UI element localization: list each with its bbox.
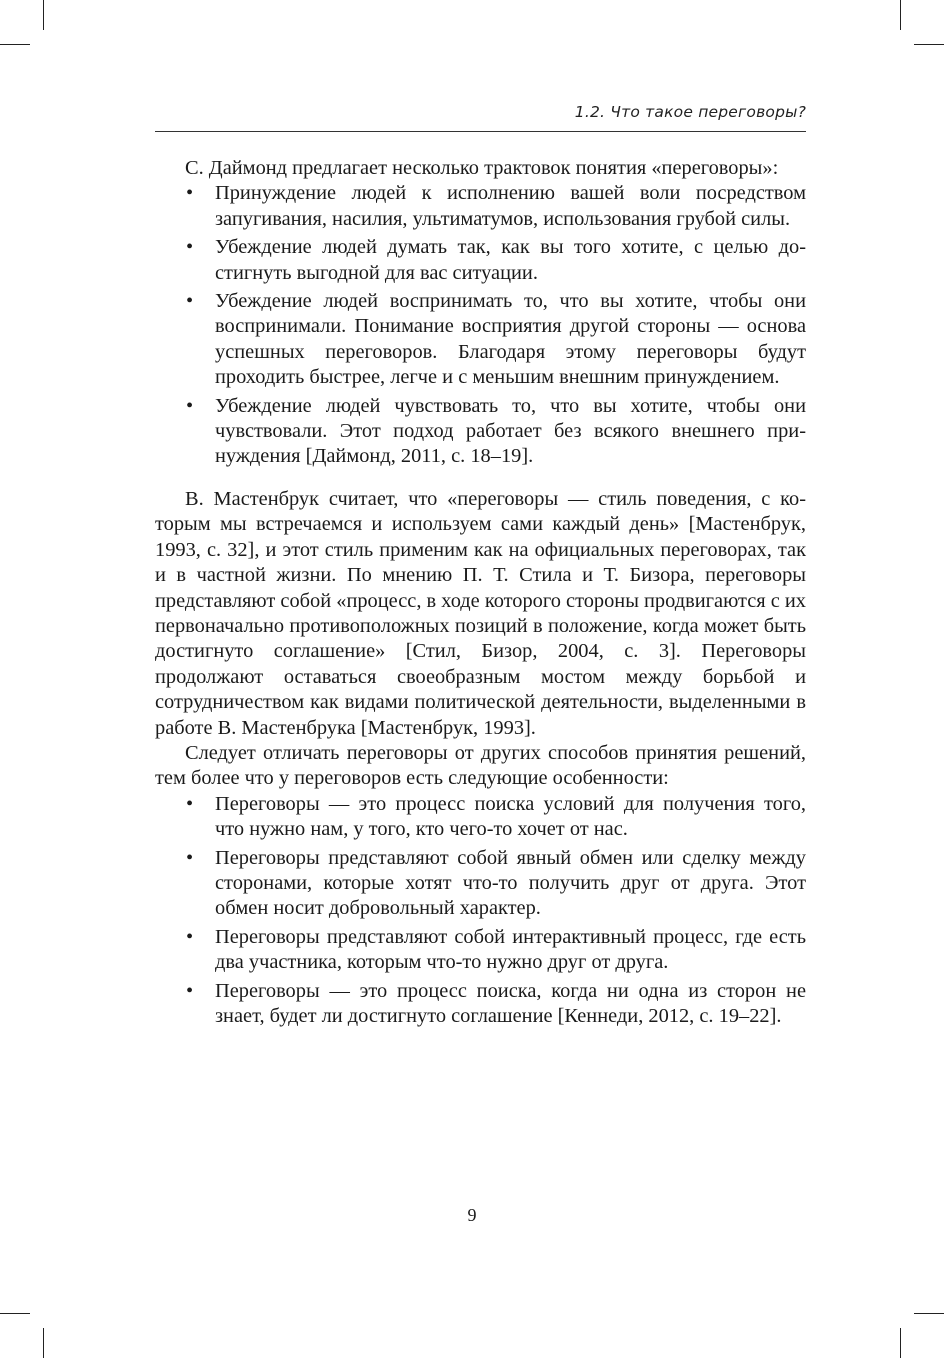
distinguish-paragraph: Следует отличать переговоры от других способов принятия решений, тем более что у переговоров есть следующие особенности: xyxy=(155,741,806,790)
list-item xyxy=(155,394,806,470)
crop-mark-top-left-h xyxy=(0,44,30,45)
crop-mark-top-right-h xyxy=(914,44,944,45)
bullet-icon: • xyxy=(186,792,194,815)
running-header: 1.2. Что такое переговоры? xyxy=(574,103,806,121)
mastenbruk-paragraph: В. Мастенбрук считает, что «переговоры — стиль поведения, с которым мы встречаемся и используем сами каждый день» [Мастенбрук, 1993, с. 32], и этот стиль применим как на официальных переговорах, так и в частной жизни. По мнению П. Т. Стила и Т. Бизора, переговоры представляют собой «процесс, в ходе которого стороны продвигаются с их первоначально противоположных позиций в положение, когда может быть достигнуто соглашение» [Стил, Бизор, 2004, с. 3]. Переговоры продолжают оставаться своеобразным мостом между борьбой и сотрудничеством как видами политической деятельности, выделенными в работе В. Мастенбрука [Мастенбрук, 1993]. xyxy=(155,487,806,739)
list-item xyxy=(155,846,806,922)
diamond-definitions-list xyxy=(155,181,806,469)
bullet-icon: • xyxy=(186,290,194,313)
list-item-text: Переговоры представляют собой интерактивный процесс, где есть два участника, которым что-то нужно друг от друга. xyxy=(215,925,806,974)
list-item xyxy=(155,979,806,1030)
list-item xyxy=(155,289,806,391)
list-item xyxy=(155,181,806,232)
crop-mark-bottom-left-v xyxy=(43,1328,44,1358)
intro-paragraph: С. Даймонд предлагает несколько трактовок понятия «переговоры»: xyxy=(185,157,779,179)
bullet-icon: • xyxy=(186,979,194,1002)
crop-mark-bottom-left-h xyxy=(0,1313,30,1314)
crop-mark-top-left-v xyxy=(43,0,44,30)
list-item-text: Убеждение людей думать так, как вы того хотите, с целью достигнуть выгодной для вас ситуации. xyxy=(215,236,806,284)
page-number: 9 xyxy=(467,1205,477,1225)
list-item xyxy=(155,925,806,976)
list-item-text: Убеждение людей чувствовать то, что вы хотите, чтобы они чувствовали. Этот подход работает без всякого внешнего принуждения [Даймонд, 2011, с. 18–19]. xyxy=(215,394,806,468)
list-item xyxy=(155,235,806,286)
crop-mark-bottom-right-h xyxy=(914,1313,944,1314)
bullet-icon: • xyxy=(186,236,194,259)
bullet-icon: • xyxy=(186,394,194,417)
list-item xyxy=(155,792,806,843)
header-rule xyxy=(155,131,806,132)
negotiation-features-list xyxy=(155,792,806,1030)
list-item-text: Принуждение людей к исполнению вашей воли посредством запугивания, насилия, ультиматумов, использования грубой силы. xyxy=(215,182,806,230)
bullet-icon: • xyxy=(186,846,194,869)
list-item-text: Переговоры — это процесс поиска, когда ни одна из сторон не знает, будет ли достигнуто соглашение [Кеннеди, 2012, с. 19–22]. xyxy=(215,979,806,1027)
list-item-text: Переговоры представляют собой явный обмен или сделку между сторонами, которые хотят что-то получить друг от друга. Этот обмен носит добровольный характер. xyxy=(215,846,806,920)
list-item-text: Убеждение людей воспринимать то, что вы хотите, чтобы они воспринимали. Понимание восприятия другой стороны — основа успешных переговоров. Благодаря этому переговоры будут проходить быстрее, легче и с меньшим внешним принуждением. xyxy=(215,290,806,389)
crop-mark-bottom-right-v xyxy=(900,1328,901,1358)
page-body xyxy=(155,156,806,1032)
bullet-icon: • xyxy=(186,925,194,948)
crop-mark-top-right-v xyxy=(900,0,901,30)
list-item-text: Переговоры — это процесс поиска условий для получения того, что нужно нам, у того, кто чего-то хочет от нас. xyxy=(215,792,806,841)
bullet-icon: • xyxy=(186,182,194,205)
